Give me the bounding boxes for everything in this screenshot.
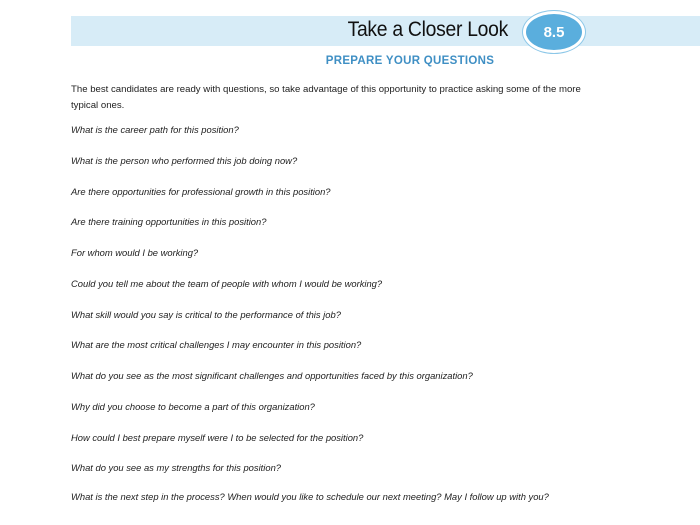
question-item: What is the career path for this position? — [71, 124, 239, 135]
question-item: Are there training opportunities in this position? — [71, 216, 267, 227]
section-badge: 8.5 — [523, 11, 585, 53]
question-item: What is the person who performed this job doing now? — [71, 155, 298, 166]
question-item: For whom would I be working? — [71, 247, 199, 258]
page-title: Take a Closer Look — [347, 18, 508, 41]
question-item: Why did you choose to become a part of this organization? — [71, 401, 315, 412]
question-item: What do you see as the most significant challenges and opportunities faced by this organization? — [71, 370, 473, 381]
question-item: What are the most critical challenges I may encounter in this position? — [71, 339, 362, 350]
section-subtitle: PREPARE YOUR QUESTIONS — [325, 55, 495, 67]
question-item: Could you tell me about the team of people with whom I would be working? — [71, 278, 383, 289]
question-item: What is the next step in the process? When would you like to schedule our next meeting? May I follow up with you? — [71, 491, 549, 502]
question-item: What do you see as my strengths for this position? — [71, 462, 281, 473]
question-item: What skill would you say is critical to the performance of this job? — [71, 309, 341, 320]
intro-paragraph: The best candidates are ready with questions, so take advantage of this opportunity to practice asking some of the more typical ones. — [71, 84, 581, 111]
question-item: Are there opportunities for professional growth in this position? — [71, 186, 331, 197]
question-item: How could I best prepare myself were I to be selected for the position? — [71, 432, 364, 443]
